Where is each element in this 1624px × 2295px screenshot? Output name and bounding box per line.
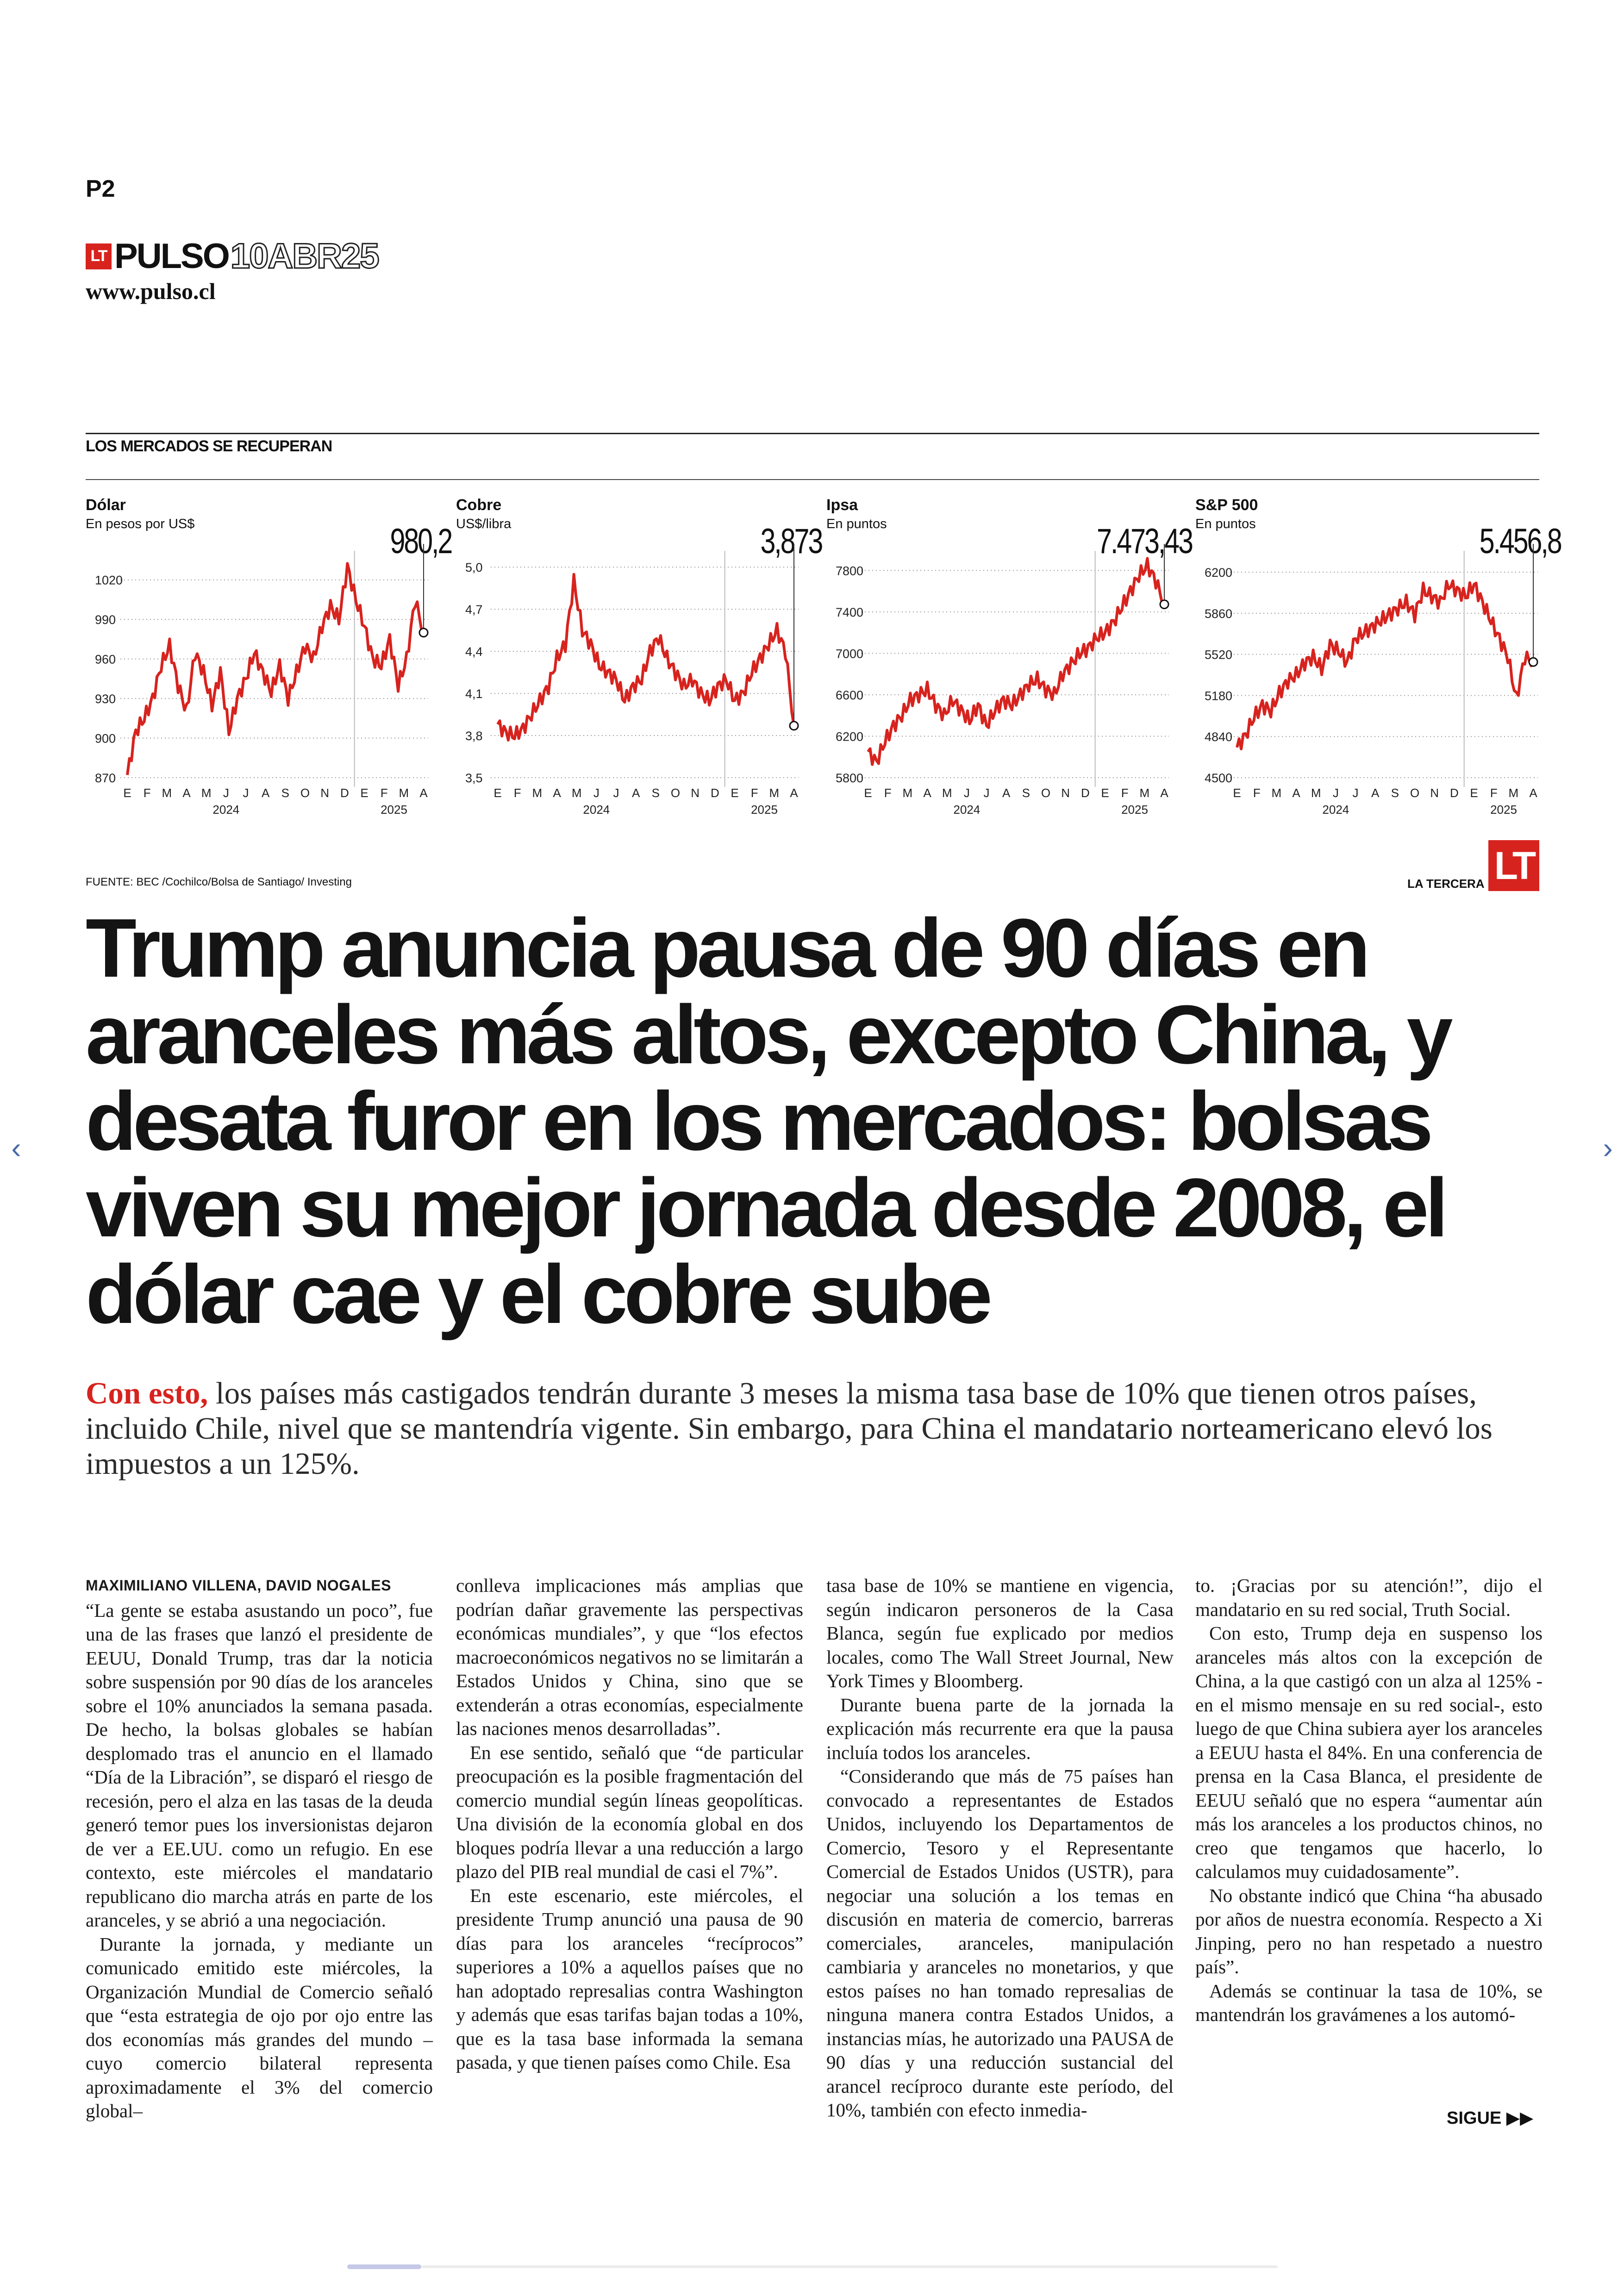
last-point-marker — [1529, 658, 1537, 666]
y-tick-label: 5520 — [1205, 648, 1233, 662]
y-tick-label: 4500 — [1205, 771, 1233, 785]
x-tick-label: A — [261, 786, 270, 800]
y-tick-label: 930 — [95, 692, 116, 706]
body-paragraph: “Considerando que más de 75 países han convocado a representantes de Estados Unidos, incluyendo los Departamentos de Comercio, Tesoro y el Representante Comercial de Estados Unidos (USTR), para negociar una solución a los temas en discusión en materia de comercio, barreras comerciales, aranceles, manipulación cambiaria y aranceles no monetarios, y que estos países no han tomado represalias de ninguna manera contra Estados Unidos, a instancias mías, he autorizado una PAUSA de 90 días y una reducción sustancial del arancel recíproco durante este período, del 10%, también con efecto inmedia- — [826, 1765, 1174, 2120]
y-tick-label: 6600 — [836, 688, 864, 702]
x-tick-label: M — [1508, 786, 1519, 800]
section-rule — [86, 479, 1539, 480]
x-tick-label: N — [1061, 786, 1070, 800]
page-number: P2 — [86, 175, 115, 202]
lead-paragraph — [86, 1376, 1539, 1481]
chart-subtitle: En puntos — [1195, 517, 1256, 531]
last-point-marker — [1160, 600, 1168, 609]
body-column-1 — [86, 1574, 433, 2123]
data-series-line — [127, 563, 424, 775]
y-tick-label: 5,0 — [465, 561, 483, 575]
body-paragraph: Durante la jornada, y mediante un comunicado emitido este miércoles, la Organización Mundial de Comercio señaló que “esta estrategia de ojo por ojo entre las dos economías más grandes del mundo –cuyo comercio bilateral representa aproximadamente el 3% del comercio global– — [86, 1933, 433, 2121]
x-tick-label: O — [1041, 786, 1051, 800]
x-tick-label: N — [1430, 786, 1439, 800]
x-tick-label: S — [651, 786, 660, 800]
y-tick-label: 7400 — [836, 605, 864, 619]
body-paragraph: tasa base de 10% se mantiene en vigencia, según indicaron personeros de la Casa Blanca, según fue explicado por medios locales, como The Wall Street Journal, New York Times y Bloomberg. — [826, 1575, 1174, 1691]
x-tick-label: J — [613, 786, 619, 800]
prev-page-arrow-icon[interactable]: ‹ — [11, 1131, 21, 1165]
x-tick-label: A — [1160, 786, 1168, 800]
x-tick-label: M — [571, 786, 582, 800]
headline: Trump anuncia pausa de 90 días en aranceles más altos, excepto China, y desata furor en los mercados: bolsas viven su mejor jornada desde 2008, el dólar cae y el cobre sube — [86, 902, 1449, 1341]
x-tick-label: J — [223, 786, 229, 800]
y-tick-label: 3,8 — [465, 729, 483, 743]
x-tick-label: M — [399, 786, 409, 800]
x-tick-label: F — [1253, 786, 1261, 800]
year-label: 2024 — [583, 803, 610, 817]
x-tick-label: E — [1233, 786, 1241, 800]
body-paragraph: En ese sentido, señaló que “de particular preocupación es la posible fragmentación del comercio mundial según líneas geopolíticas. Una división de la economía global en dos bloques podría llevar a una reducción a largo plazo del PIB real mundial de casi el 7%”. — [456, 1741, 803, 1882]
chart-current-value: 5.456,8 — [1480, 522, 1561, 561]
x-tick-label: O — [300, 786, 310, 800]
masthead-date: 10ABR25 — [230, 237, 379, 276]
x-tick-label: M — [902, 786, 913, 800]
x-tick-label: E — [1101, 786, 1109, 800]
data-series-line — [1237, 581, 1533, 749]
chart-plot — [86, 491, 451, 824]
x-tick-label: E — [1470, 786, 1478, 800]
y-tick-label: 1020 — [95, 573, 123, 587]
y-tick-label: 6200 — [1205, 566, 1233, 580]
masthead — [86, 236, 379, 276]
masthead-name: PULSO — [114, 237, 229, 276]
lead-text: los países más castigados tendrán durante 3 meses la misma tasa base de 10% que tienen otros países, incluido Chile, nivel que se mantendría vigente. Sin embargo, para China el mandatario norteamericano elevó los impuestos a un 125%. — [86, 1376, 1493, 1481]
x-tick-label: O — [670, 786, 681, 800]
x-tick-label: F — [513, 786, 521, 800]
x-tick-label: J — [983, 786, 990, 800]
x-tick-label: D — [340, 786, 349, 800]
x-tick-label: A — [553, 786, 561, 800]
x-tick-label: F — [1121, 786, 1129, 800]
x-tick-label: A — [631, 786, 640, 800]
body-paragraph: Con esto, Trump deja en suspenso los aranceles más altos con la excepción de China, a la que castigó con un alza al 125% -en el mismo mensaje en su red social-, esto luego de que China subiera ayer los aranceles a EEUU hasta el 84%. En una conferencia de prensa en la Casa Blanca, el presidente de EEUU señaló que no espera “aumentar aún más los aranceles a los productos chinos, no creo que tengamos que hacerlo, lo calculamos muy cuidadosamente”. — [1195, 1622, 1543, 1882]
body-paragraph: “La gente se estaba asustando un poco”, fue una de las frases que lanzó el presidente de EEUU, Donald Trump, tras dar la noticia sobre suspensión por 90 días de los aranceles sobre el 10% anunciados la semana pasada. De hecho, la bolsas globales se habían desplomado tras el anuncio en el llamado “Día de la Libración”, se disparó el riesgo de recesión, pero el alza en las tasas de la deuda generó temor pues los inversionistas dejaron de ver a EE.UU. como un refugio. En ese contexto, este miércoles el mandatario republicano dio marcha atrás en parte de los aranceles, y se abrió a una negociación. — [86, 1599, 433, 1931]
x-tick-label: A — [790, 786, 798, 800]
chart-title: Cobre — [456, 496, 502, 514]
chart-plot — [826, 491, 1192, 824]
body-column-2 — [456, 1574, 803, 2075]
chart-title: Dólar — [86, 496, 126, 514]
y-tick-label: 5800 — [836, 771, 864, 785]
x-tick-label: D — [1449, 786, 1459, 800]
year-label: 2025 — [1490, 803, 1517, 817]
x-tick-label: N — [691, 786, 700, 800]
x-tick-label: J — [1332, 786, 1339, 800]
x-tick-label: M — [201, 786, 212, 800]
chart-cobre — [456, 491, 822, 824]
x-tick-label: S — [1022, 786, 1031, 800]
x-tick-label: F — [380, 786, 388, 800]
x-tick-label: A — [1371, 786, 1380, 800]
body-column-3 — [826, 1574, 1174, 2122]
x-tick-label: D — [1081, 786, 1090, 800]
year-label: 2024 — [212, 803, 240, 817]
y-tick-label: 7800 — [836, 564, 864, 578]
y-tick-label: 4840 — [1205, 730, 1233, 744]
x-tick-label: A — [419, 786, 428, 800]
x-tick-label: N — [320, 786, 330, 800]
x-tick-label: M — [1271, 786, 1282, 800]
y-tick-label: 5180 — [1205, 689, 1233, 703]
data-series-line — [868, 558, 1164, 764]
section-top-rule — [86, 433, 1539, 434]
lt-logo-small: LT — [86, 243, 112, 269]
data-series-line — [498, 574, 794, 740]
body-paragraph: to. ¡Gracias por su atención!”, dijo el mandatario en su red social, Truth Social. — [1195, 1575, 1543, 1620]
y-tick-label: 900 — [95, 731, 116, 746]
x-tick-label: M — [942, 786, 952, 800]
la-tercera-logo: LT — [1488, 840, 1539, 891]
x-tick-label: A — [1292, 786, 1300, 800]
year-label: 2025 — [1121, 803, 1148, 817]
x-tick-label: F — [750, 786, 758, 800]
y-tick-label: 960 — [95, 652, 116, 667]
chart-plot — [1195, 491, 1561, 824]
x-tick-label: E — [731, 786, 739, 800]
last-point-marker — [419, 629, 428, 637]
body-column-4 — [1195, 1574, 1543, 2027]
y-tick-label: 870 — [95, 771, 116, 785]
chart-subtitle: US$/libra — [456, 517, 512, 531]
body-paragraph: No obstante indicó que China “ha abusado por años de nuestra economía. Respecto a Xi Jinping, pero no han respetado a nuestro país”. — [1195, 1884, 1543, 1977]
chart-subtitle: En puntos — [826, 517, 887, 531]
chart-dolar — [86, 491, 451, 824]
x-tick-label: D — [710, 786, 719, 800]
chart-title: S&P 500 — [1195, 496, 1258, 514]
y-tick-label: 6200 — [836, 730, 864, 744]
x-tick-label: F — [143, 786, 151, 800]
x-tick-label: O — [1410, 786, 1420, 800]
x-tick-label: E — [123, 786, 131, 800]
x-tick-label: A — [182, 786, 191, 800]
chart-sp500 — [1195, 491, 1561, 824]
y-tick-label: 3,5 — [465, 771, 483, 785]
last-point-marker — [790, 722, 798, 730]
chart-source: FUENTE: BEC /Cochilco/Bolsa de Santiago/ Investing — [86, 876, 352, 888]
body-paragraph: En este escenario, este miércoles, el presidente Trump anunció una pausa de 90 días para los aranceles “recíprocos” superiores a 10% a aquellos países que no han adoptado represalias contra Washington y además que esas tarifas bajan todas a 10%, que es la tasa base informada la semana pasada, y que tienen países como Chile. Esa — [456, 1884, 803, 2073]
year-label: 2025 — [751, 803, 778, 817]
chart-current-value: 980,2 — [390, 522, 451, 561]
scroll-track[interactable] — [421, 2265, 1278, 2268]
continue-label: SIGUE ▶▶ — [1447, 2108, 1534, 2128]
x-tick-label: E — [864, 786, 872, 800]
year-label: 2025 — [381, 803, 407, 817]
chart-title: Ipsa — [826, 496, 858, 514]
next-page-arrow-icon[interactable]: › — [1603, 1131, 1613, 1165]
x-tick-label: E — [493, 786, 502, 800]
body-paragraph: Durante buena parte de la jornada la explicación más recurrente era que la pausa incluía todos los aranceles. — [826, 1694, 1174, 1763]
y-tick-label: 4,4 — [465, 645, 483, 659]
x-tick-label: S — [281, 786, 290, 800]
y-tick-label: 5860 — [1205, 606, 1233, 621]
site-url: www.pulso.cl — [86, 278, 216, 304]
x-tick-label: M — [1311, 786, 1321, 800]
body-paragraph: Además se continuar la tasa de 10%, se mantendrán los gravámenes a los automó- — [1195, 1980, 1543, 2025]
x-tick-label: J — [1352, 786, 1359, 800]
lead-highlight: Con esto, — [86, 1376, 208, 1410]
x-tick-label: S — [1391, 786, 1399, 800]
x-tick-label: M — [1139, 786, 1150, 800]
chart-current-value: 3,873 — [760, 522, 822, 561]
year-label: 2024 — [1322, 803, 1349, 817]
chart-current-value: 7.473,43 — [1097, 522, 1192, 561]
x-tick-label: J — [593, 786, 600, 800]
x-tick-label: M — [162, 786, 172, 800]
x-tick-label: A — [1002, 786, 1011, 800]
x-tick-label: M — [532, 786, 543, 800]
section-title: LOS MERCADOS SE RECUPERAN — [86, 437, 332, 455]
brand-label: LA TERCERA — [1407, 877, 1485, 891]
x-tick-label: E — [360, 786, 369, 800]
byline: MAXIMILIANO VILLENA, DAVID NOGALES — [86, 1577, 391, 1594]
chart-plot — [456, 491, 822, 824]
x-tick-label: F — [884, 786, 892, 800]
y-tick-label: 4,7 — [465, 603, 483, 617]
body-paragraph: conlleva implicaciones más amplias que podrían dañar gravemente las perspectivas económicas mundiales”, y que “los efectos macroeconómicos negativos no se limitarán a Estados Unidos y China, sino que se extenderán a otras economías, especialmente las naciones menos desarrolladas”. — [456, 1575, 803, 1739]
scroll-indicator[interactable] — [347, 2264, 421, 2269]
chart-ipsa — [826, 491, 1192, 824]
x-tick-label: F — [1490, 786, 1498, 800]
x-tick-label: A — [923, 786, 931, 800]
y-tick-label: 7000 — [836, 647, 864, 661]
x-tick-label: A — [1529, 786, 1537, 800]
year-label: 2024 — [953, 803, 981, 817]
chart-subtitle: En pesos por US$ — [86, 517, 195, 531]
x-tick-label: J — [243, 786, 249, 800]
x-tick-label: J — [963, 786, 970, 800]
x-tick-label: M — [769, 786, 780, 800]
y-tick-label: 4,1 — [465, 687, 483, 701]
y-tick-label: 990 — [95, 613, 116, 627]
